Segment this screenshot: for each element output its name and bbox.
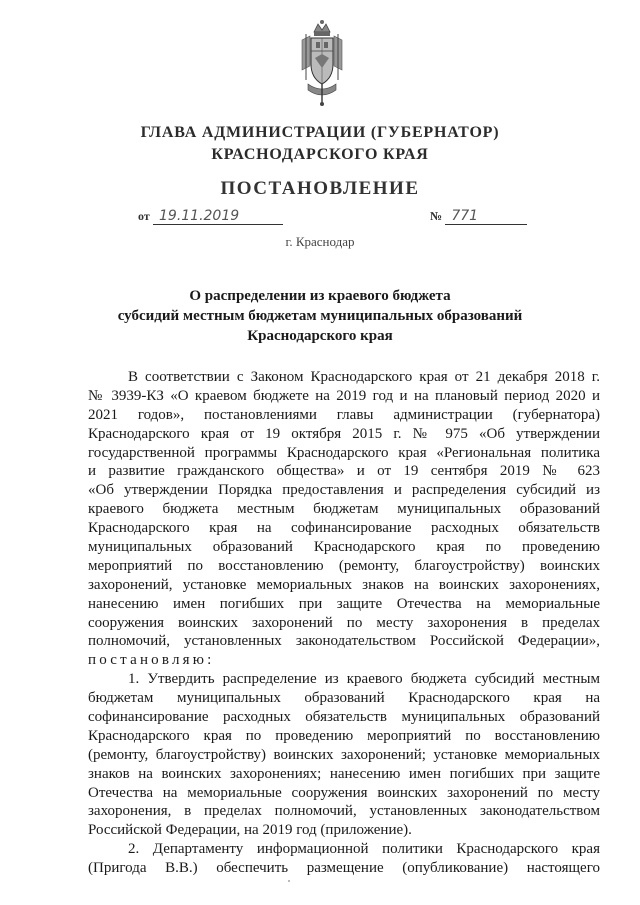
body-line: Краснодарского края от 19 октября 2015 г. № 975 «Об утверждении xyxy=(88,425,600,442)
body-line-clause-1: 1. Утвердить распределение из краевого бюджета субсидий местным xyxy=(128,671,600,688)
body-line: сооружения воинских захоронений по месту захоронения в пределах xyxy=(88,614,600,631)
scan-speck xyxy=(288,880,290,882)
body-line: захоронения, в пределах полномочий, установленных законодательством xyxy=(88,803,600,820)
document-title xyxy=(0,286,640,346)
date-field xyxy=(138,208,283,225)
date-label: от xyxy=(138,209,150,223)
document-type-heading: ПОСТАНОВЛЕНИЕ xyxy=(220,178,420,199)
body-line: Краснодарского края на софинансирование расходных обязательств xyxy=(88,520,600,537)
body-line: мероприятий по восстановлению (ремонту, благоустройству) воинских xyxy=(88,557,600,574)
body-line: бюджетам муниципальных образований Краснодарского края на xyxy=(88,690,600,707)
body-line: № 3939-КЗ «О краевом бюджете на 2019 год и на плановый период 2020 и xyxy=(88,387,600,404)
body-line: нанесению имен погибших при защите Отечества на мемориальные xyxy=(88,595,600,612)
body-line: Отечества на мемориальные сооружения воинских захоронений по месту xyxy=(88,784,600,801)
body-line: захоронений, установке мемориальных знаков на воинских захоронениях, xyxy=(88,576,600,593)
body-line: В соответствии с Законом Краснодарского края от 21 декабря 2018 г. xyxy=(128,369,600,385)
body-line: «Об утверждении Порядка предоставления и распределения субсидий из xyxy=(88,482,600,499)
body-line: Российской Федерации, на 2019 год (приложение). xyxy=(88,822,412,839)
number-value: 771 xyxy=(445,208,527,225)
body-line: Краснодарского края по проведению мероприятий по восстановлению xyxy=(88,727,600,744)
document-body xyxy=(88,368,600,878)
body-line: (Пригода В.В.) обеспечить размещение (опубликование) настоящего xyxy=(88,860,600,877)
body-line: 2021 годов», постановлениями главы администрации (губернатора) xyxy=(88,406,600,423)
body-line: муниципальных образований Краснодарского края по проведению xyxy=(88,539,600,556)
coat-of-arms-emblem xyxy=(296,18,348,108)
document-title-line: субсидий местным бюджетам муниципальных образований xyxy=(117,308,523,324)
body-line: (ремонту, благоустройству) воинских захоронений; установке мемориальных xyxy=(88,746,600,763)
document-title-line: Краснодарского края xyxy=(247,328,393,344)
date-value: 19.11.2019 xyxy=(153,208,283,225)
body-line-decree-word: постановляю: xyxy=(88,652,215,669)
document-title-line: О распределении из краевого бюджета xyxy=(189,288,451,304)
body-line: полномочий, установленных законодательством Российской Федерации», xyxy=(88,633,600,650)
issuer-title-line-1: ГЛАВА АДМИНИСТРАЦИИ (ГУБЕРНАТОР) xyxy=(140,124,500,141)
body-line: знаков на воинских захоронениях; нанесению имен погибших при защите xyxy=(88,765,600,782)
number-label: № xyxy=(430,209,443,223)
body-line: софинансирование расходных обязательств муниципальных образований xyxy=(88,709,600,726)
number-field xyxy=(430,208,527,225)
body-line: краевого бюджета местным бюджетам муниципальных образований xyxy=(88,501,600,518)
city-name: г. Краснодар xyxy=(285,234,355,249)
body-line: государственной программы Краснодарского края «Региональная политика xyxy=(88,444,600,461)
body-line: и развитие гражданского общества» и от 19 сентября 2019 № 623 xyxy=(88,463,600,480)
body-line-clause-2: 2. Департаменту информационной политики Краснодарского края xyxy=(128,841,600,858)
issuer-title-line-2: КРАСНОДАРСКОГО КРАЯ xyxy=(211,146,429,163)
